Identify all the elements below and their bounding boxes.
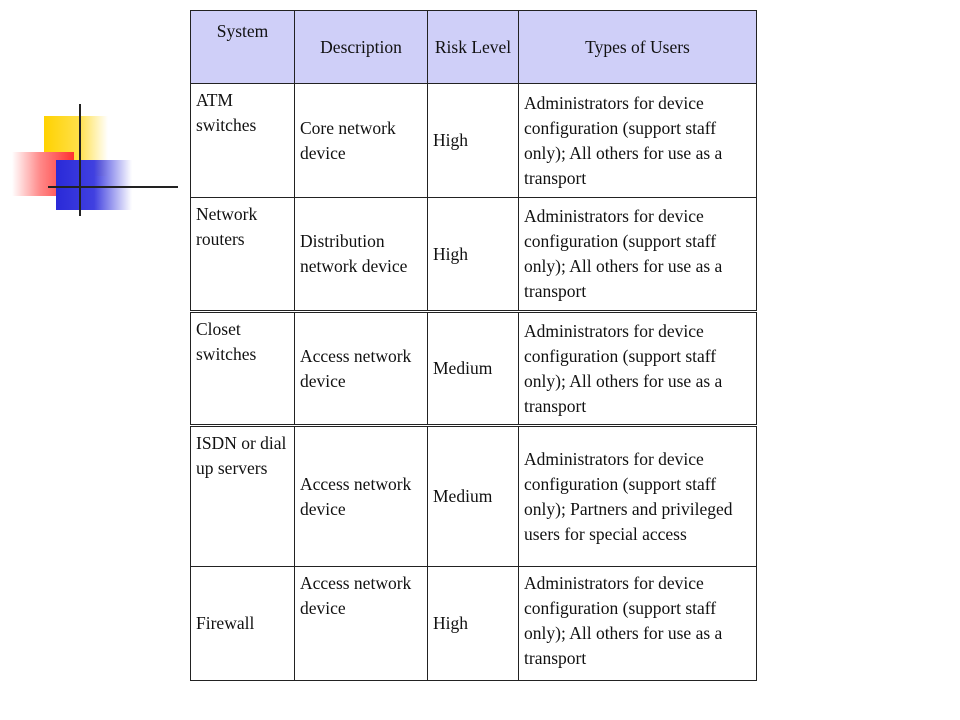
cell-risk-level: Medium [428, 426, 519, 567]
header-description: Description [295, 11, 428, 84]
cell-risk-level: High [428, 84, 519, 198]
table-row [191, 84, 757, 198]
header-risk-level: Risk Level [428, 11, 519, 84]
cell-users: Administrators for device configuration (support staff only); All others for use as a transport [519, 198, 757, 312]
cell-users: Administrators for device configuration (support staff only); Partners and privileged users for special access [519, 426, 757, 567]
cell-description: Access network device [295, 312, 428, 426]
cell-risk-level: High [428, 567, 519, 681]
table-row [191, 426, 757, 567]
header-system: System [191, 11, 295, 84]
cell-system: ISDN or dial up servers [191, 426, 295, 567]
cell-description: Distribution network device [295, 198, 428, 312]
table-row [191, 198, 757, 312]
cell-system: ATM switches [191, 84, 295, 198]
table-header-row [191, 11, 757, 84]
cell-risk-level: High [428, 198, 519, 312]
cell-description: Core network device [295, 84, 428, 198]
cell-description: Access network device [295, 426, 428, 567]
cell-users: Administrators for device configuration (support staff only); All others for use as a transport [519, 84, 757, 198]
risk-table [190, 10, 757, 681]
logo-horizontal-line [48, 186, 178, 188]
table-row [191, 567, 757, 681]
cell-system: Network routers [191, 198, 295, 312]
logo-blue-square [56, 160, 132, 210]
cell-users: Administrators for device configuration (support staff only); All others for use as a transport [519, 312, 757, 426]
cell-system: Closet switches [191, 312, 295, 426]
cell-system: Firewall [191, 567, 295, 681]
cell-description: Access network device [295, 567, 428, 681]
cell-risk-level: Medium [428, 312, 519, 426]
table-row [191, 312, 757, 426]
logo-vertical-line [79, 104, 81, 216]
decorative-logo [0, 0, 190, 230]
header-types-of-users: Types of Users [519, 11, 757, 84]
cell-users: Administrators for device configuration (support staff only); All others for use as a transport [519, 567, 757, 681]
